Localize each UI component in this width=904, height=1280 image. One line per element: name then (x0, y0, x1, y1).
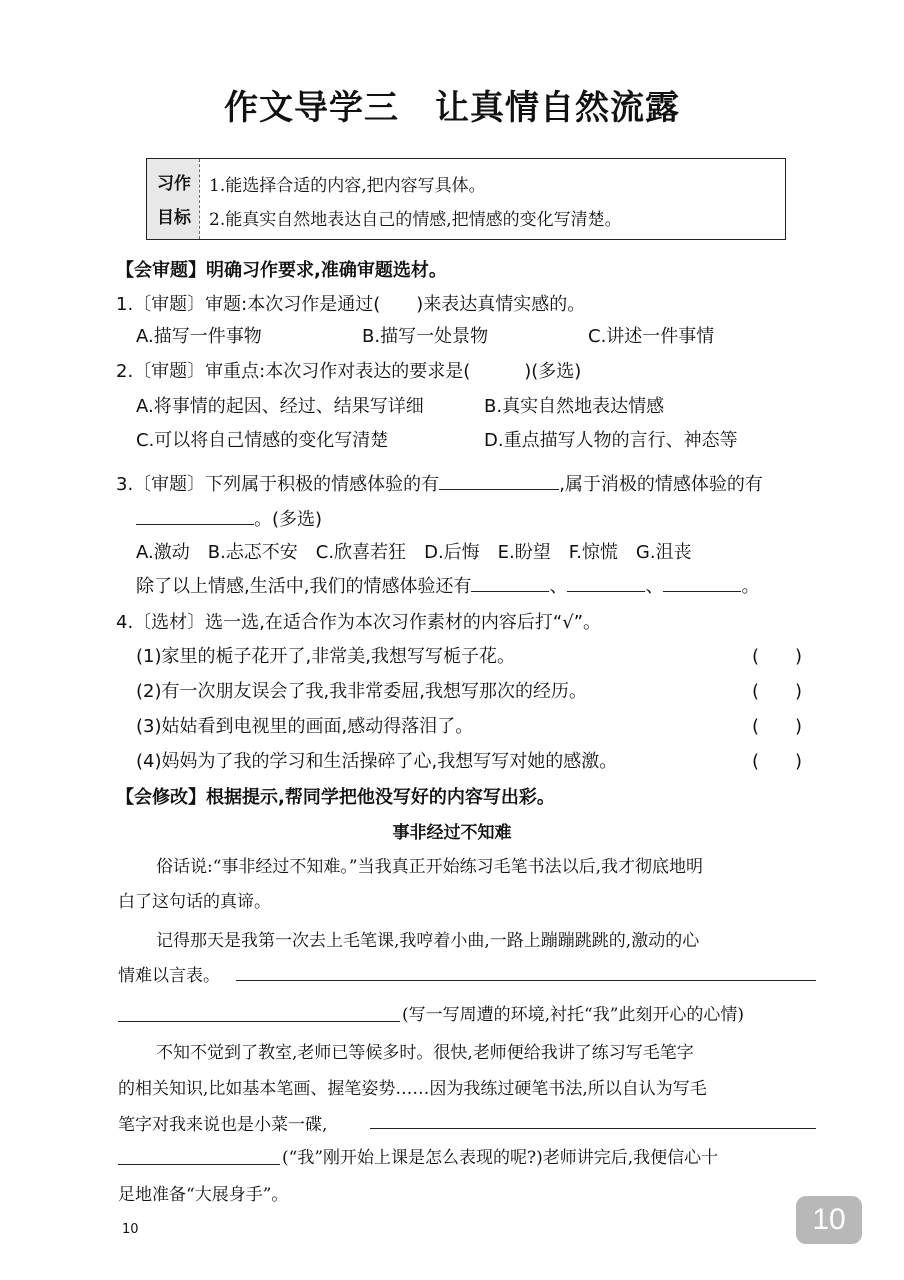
q3-extra-blank-2[interactable] (567, 573, 645, 592)
section-header-review: 【会审题】明确习作要求,准确审题选材。 (116, 260, 447, 281)
q1-option-b: B.描写一处景物 (362, 326, 489, 347)
essay-p3-line4: (“我”刚开始上课是怎么表现的呢?)老师讲完后,我便信心十 (282, 1148, 719, 1168)
q3-stem-part-a: 3.〔审题〕下列属于积极的情感体验的有 (116, 474, 440, 495)
essay-p1-line2: 白了这句话的真谛。 (118, 892, 271, 912)
q3-sep-2: 、 (645, 576, 664, 597)
essay-answer-line-1[interactable] (236, 980, 816, 981)
q2-stem: 2.〔审题〕审重点:本次习作对表达的要求是( )(多选) (116, 361, 582, 382)
q4-item-3: (3)姑姑看到电视里的画面,感动得落泪了。 (136, 716, 474, 737)
page-title (0, 80, 904, 129)
q3-stem (116, 470, 763, 496)
q4-stem: 4.〔选材〕选一选,在适合作为本次习作素材的内容后打“√”。 (116, 612, 602, 633)
page-number: 10 (122, 1222, 139, 1237)
essay-p3-line3: 笔字对我来说也是小菜一碟, (118, 1115, 328, 1135)
q4-item-1: (1)家里的栀子花开了,非常美,我想写写栀子花。 (136, 646, 515, 667)
q3-stem-part-b: ,属于消极的情感体验的有 (559, 474, 763, 495)
essay-hint-1: (写一写周遭的环境,衬托“我”此刻开心的心情) (402, 1005, 745, 1025)
goal-item-2: 2.能真实自然地表达自己的情感,把情感的变化写清楚。 (209, 210, 622, 230)
essay-p2-line2: 情难以言表。 (118, 966, 220, 986)
goals-divider (199, 159, 200, 239)
essay-answer-line-2[interactable] (118, 1021, 400, 1022)
section-header-revise: 【会修改】根据提示,帮同学把他没写好的内容写出彩。 (116, 787, 555, 808)
q2-option-c: C.可以将自己情感的变化写清楚 (136, 430, 389, 451)
goals-label (147, 159, 199, 239)
q1-option-a: A.描写一件事物 (136, 326, 262, 347)
goals-label-line1: 习作 (157, 174, 191, 194)
q3-blank-negative[interactable] (136, 506, 254, 525)
q4-answer-1[interactable]: ( ) (752, 646, 803, 667)
essay-answer-line-4[interactable] (118, 1164, 280, 1165)
q3-stem-part-c: 。(多选) (254, 509, 323, 530)
goal-item-1: 1.能选择合适的内容,把内容写具体。 (209, 176, 486, 196)
q2-option-b: B.真实自然地表达情感 (484, 396, 665, 417)
page-number-badge: 10 (796, 1196, 862, 1244)
essay-p3-line2: 的相关知识,比如基本笔画、握笔姿势……因为我练过硬笔书法,所以自认为写毛 (118, 1079, 707, 1099)
title-part2: 让真情自然流露 (435, 88, 680, 128)
q3-end: 。 (741, 576, 760, 597)
q2-option-d: D.重点描写人物的言行、神态等 (484, 430, 738, 451)
essay-p3-line1: 不知不觉到了教室,老师已等候多时。很快,老师便给我讲了练习写毛笔字 (156, 1043, 694, 1063)
goals-box (146, 158, 786, 240)
q1-option-c: C.讲述一件事情 (588, 326, 715, 347)
q3-extra (136, 572, 759, 598)
essay-p3-line5: 足地准备“大展身手”。 (118, 1185, 289, 1205)
q3-extra-blank-1[interactable] (471, 573, 549, 592)
q4-answer-2[interactable]: ( ) (752, 681, 803, 702)
q2-option-a: A.将事情的起因、经过、结果写详细 (136, 396, 424, 417)
q4-answer-3[interactable]: ( ) (752, 716, 803, 737)
essay-answer-line-3[interactable] (370, 1128, 816, 1129)
essay-title: 事非经过不知难 (392, 823, 512, 843)
essay-p2-line1: 记得那天是我第一次去上毛笔课,我哼着小曲,一路上蹦蹦跳跳的,激动的心 (156, 931, 700, 951)
q3-extra-blank-3[interactable] (663, 573, 741, 592)
title-part1: 作文导学三 (224, 88, 399, 128)
essay-p1-line1: 俗话说:“事非经过不知难。”当我真正开始练习毛笔书法以后,我才彻底地明 (156, 857, 704, 877)
q4-item-2: (2)有一次朋友误会了我,我非常委屈,我想写那次的经历。 (136, 681, 587, 702)
q3-extra-text: 除了以上情感,生活中,我们的情感体验还有 (136, 576, 472, 597)
q4-answer-4[interactable]: ( ) (752, 751, 803, 772)
q3-options: A.激动 B.忐忑不安 C.欣喜若狂 D.后悔 E.盼望 F.惊慌 G.沮丧 (136, 542, 692, 563)
q3-sep-1: 、 (549, 576, 568, 597)
goals-label-line2: 目标 (157, 208, 191, 228)
q3-stem-cont (136, 505, 322, 531)
q1-stem: 1.〔审题〕审题:本次习作是通过( )来表达真情实感的。 (116, 294, 586, 315)
q4-item-4: (4)妈妈为了我的学习和生活操碎了心,我想写写对她的感激。 (136, 751, 618, 772)
q3-blank-positive[interactable] (439, 471, 559, 490)
